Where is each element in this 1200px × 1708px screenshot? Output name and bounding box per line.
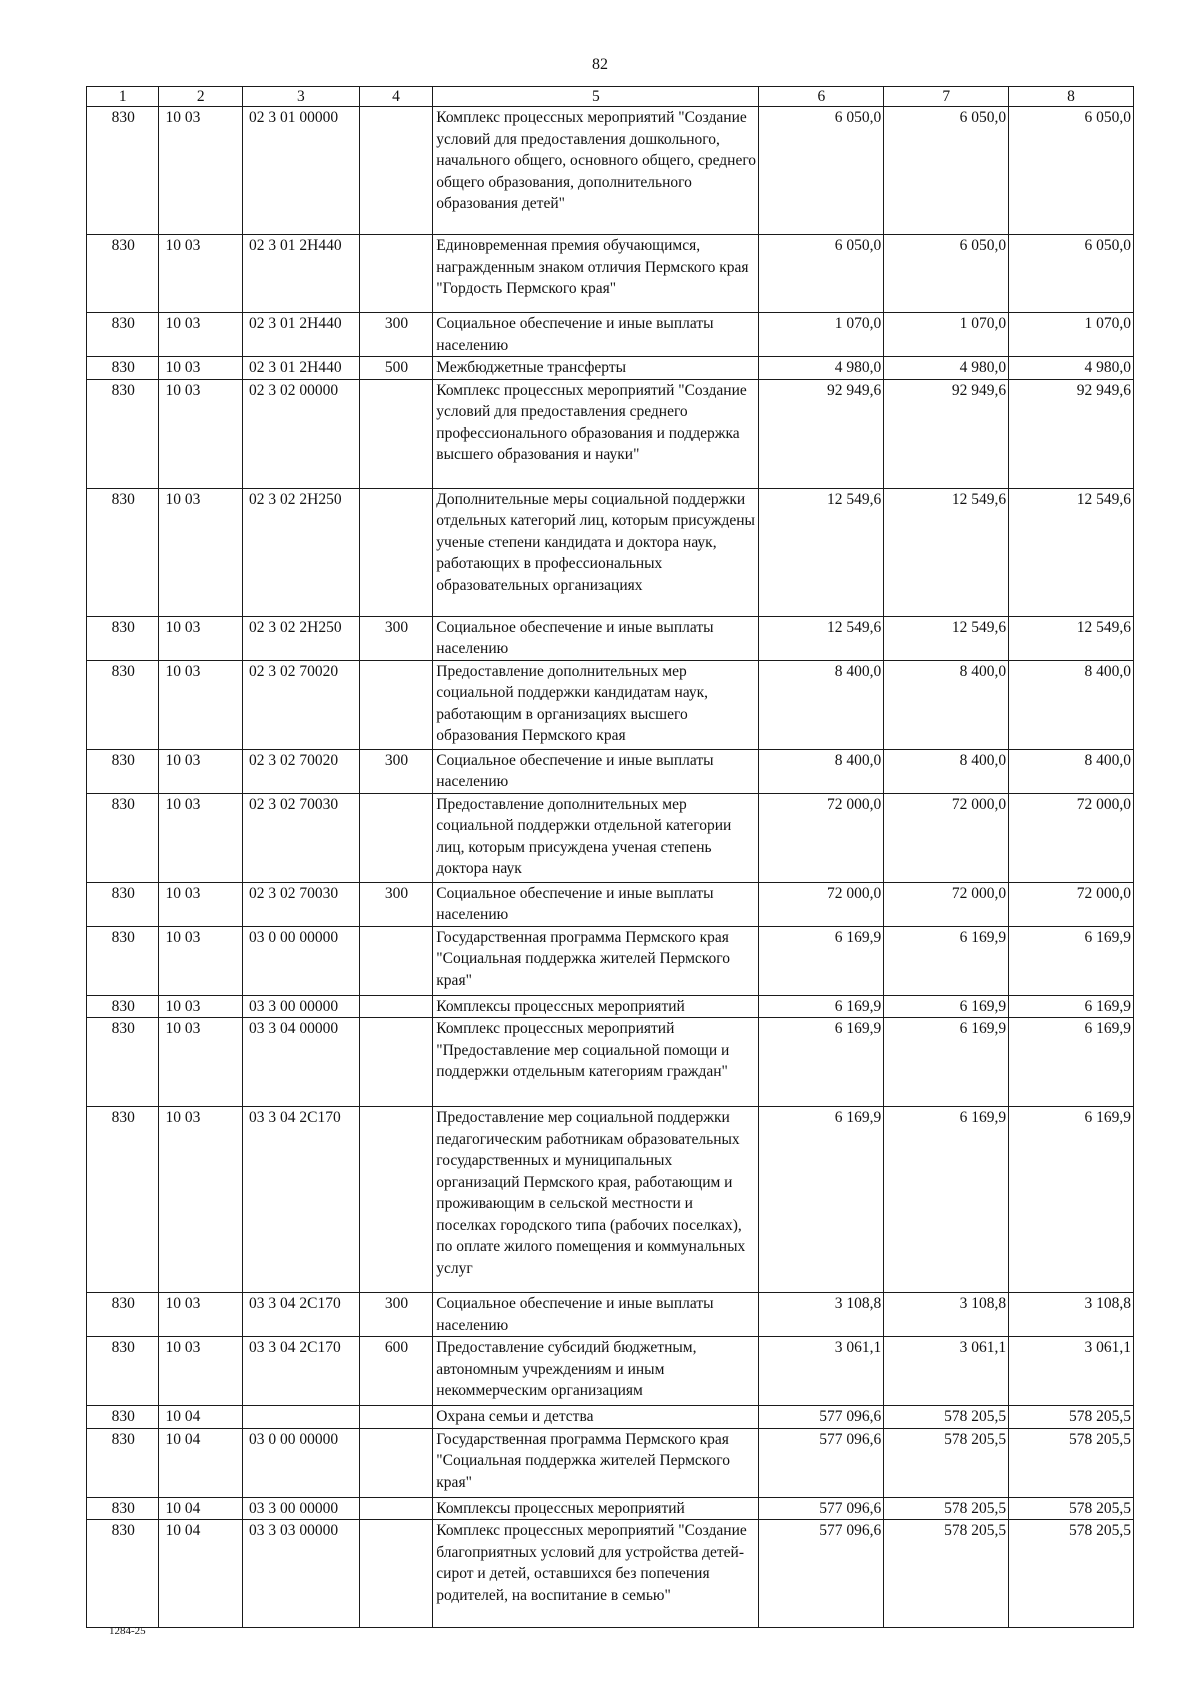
amount-col-7: 6 169,9 [884, 995, 1009, 1018]
ministry-code: 830 [87, 660, 159, 749]
header-cell: 3 [243, 87, 360, 107]
ministry-code: 830 [87, 107, 159, 235]
target-article-code: 03 0 00 00000 [243, 1428, 360, 1497]
amount-col-8: 3 108,8 [1009, 1293, 1134, 1337]
section-code: 10 03 [159, 379, 243, 488]
amount-col-6: 577 096,6 [759, 1428, 884, 1497]
table-row [87, 1497, 1134, 1520]
amount-col-7: 3 108,8 [884, 1293, 1009, 1337]
amount-col-7: 1 070,0 [884, 313, 1009, 357]
amount-col-7: 8 400,0 [884, 660, 1009, 749]
amount-col-8: 578 205,5 [1009, 1406, 1134, 1429]
expense-type-code [359, 926, 432, 995]
table-row [87, 1293, 1134, 1337]
section-code: 10 04 [159, 1406, 243, 1429]
header-cell: 1 [87, 87, 159, 107]
target-article-code: 03 3 04 2С170 [243, 1337, 360, 1406]
section-code: 10 03 [159, 793, 243, 882]
header-cell: 7 [884, 87, 1009, 107]
item-description: Государственная программа Пермского края "Социальная поддержка жителей Пермского края" [433, 1428, 759, 1497]
target-article-code: 02 3 02 70030 [243, 882, 360, 926]
amount-col-8: 3 061,1 [1009, 1337, 1134, 1406]
item-description: Предоставление субсидий бюджетным, автономным учреждениям и иным некоммерческим организациям [433, 1337, 759, 1406]
amount-col-7: 8 400,0 [884, 749, 1009, 793]
ministry-code: 830 [87, 313, 159, 357]
section-code: 10 03 [159, 1107, 243, 1293]
target-article-code: 02 3 01 2Н440 [243, 235, 360, 313]
budget-table [86, 86, 1134, 1628]
ministry-code: 830 [87, 882, 159, 926]
amount-col-7: 3 061,1 [884, 1337, 1009, 1406]
table-row [87, 1428, 1134, 1497]
amount-col-6: 577 096,6 [759, 1406, 884, 1429]
amount-col-8: 12 549,6 [1009, 488, 1134, 616]
target-article-code: 03 3 03 00000 [243, 1520, 360, 1628]
target-article-code: 02 3 02 2Н250 [243, 488, 360, 616]
amount-col-8: 6 050,0 [1009, 107, 1134, 235]
ministry-code: 830 [87, 1107, 159, 1293]
amount-col-7: 6 050,0 [884, 107, 1009, 235]
section-code: 10 03 [159, 235, 243, 313]
expense-type-code [359, 995, 432, 1018]
ministry-code: 830 [87, 1520, 159, 1628]
header-cell: 2 [159, 87, 243, 107]
table-row [87, 1406, 1134, 1429]
ministry-code: 830 [87, 488, 159, 616]
amount-col-6: 577 096,6 [759, 1497, 884, 1520]
amount-col-6: 6 050,0 [759, 107, 884, 235]
item-description: Предоставление дополнительных мер социальной поддержки кандидатам наук, работающим в организациях высшего образования Пермского края [433, 660, 759, 749]
item-description: Комплекс процессных мероприятий "Предоставление мер социальной помощи и поддержки отдельным категориям граждан" [433, 1018, 759, 1107]
table-row [87, 1337, 1134, 1406]
target-article-code: 03 3 00 00000 [243, 1497, 360, 1520]
ministry-code: 830 [87, 793, 159, 882]
item-description: Государственная программа Пермского края "Социальная поддержка жителей Пермского края" [433, 926, 759, 995]
item-description: Комплекс процессных мероприятий "Создание благоприятных условий для устройства детей-сирот и детей, оставшихся без попечения родителей, на воспитание в семью" [433, 1520, 759, 1628]
amount-col-6: 6 169,9 [759, 1018, 884, 1107]
amount-col-7: 72 000,0 [884, 882, 1009, 926]
amount-col-8: 6 169,9 [1009, 1018, 1134, 1107]
amount-col-6: 12 549,6 [759, 488, 884, 616]
target-article-code: 03 3 04 00000 [243, 1018, 360, 1107]
amount-col-8: 1 070,0 [1009, 313, 1134, 357]
item-description: Предоставление дополнительных мер социальной поддержки отдельной категории лиц, которым присуждена ученая степень доктора наук [433, 793, 759, 882]
table-row [87, 1018, 1134, 1107]
table-row [87, 488, 1134, 616]
amount-col-7: 6 050,0 [884, 235, 1009, 313]
amount-col-7: 72 000,0 [884, 793, 1009, 882]
amount-col-6: 1 070,0 [759, 313, 884, 357]
amount-col-6: 72 000,0 [759, 793, 884, 882]
header-cell: 8 [1009, 87, 1134, 107]
table-row [87, 313, 1134, 357]
table-row [87, 379, 1134, 488]
item-description: Социальное обеспечение и иные выплаты населению [433, 882, 759, 926]
table-row [87, 926, 1134, 995]
item-description: Предоставление мер социальной поддержки педагогическим работникам образовательных государственных и муниципальных организаций Пермского края, работающим и проживающим в сельской местности и поселках городского типа (рабочих поселках), по оплате жилого помещения и коммунальных услуг [433, 1107, 759, 1293]
expense-type-code [359, 1018, 432, 1107]
target-article-code: 02 3 01 00000 [243, 107, 360, 235]
target-article-code: 02 3 02 70020 [243, 660, 360, 749]
expense-type-code [359, 660, 432, 749]
amount-col-7: 12 549,6 [884, 488, 1009, 616]
ministry-code: 830 [87, 1018, 159, 1107]
document-code: 1284-25 [109, 1625, 146, 1637]
expense-type-code: 300 [359, 882, 432, 926]
item-description: Комплекс процессных мероприятий "Создание условий для предоставления среднего профессионального образования и поддержка высшего образования и науки" [433, 379, 759, 488]
ministry-code: 830 [87, 1293, 159, 1337]
amount-col-7: 578 205,5 [884, 1520, 1009, 1628]
amount-col-6: 8 400,0 [759, 660, 884, 749]
item-description: Дополнительные меры социальной поддержки отдельных категорий лиц, которым присуждены ученые степени кандидата и доктора наук, работающих в профессиональных образовательных организациях [433, 488, 759, 616]
amount-col-7: 92 949,6 [884, 379, 1009, 488]
item-description: Социальное обеспечение и иные выплаты населению [433, 1293, 759, 1337]
table-row [87, 357, 1134, 380]
section-code: 10 03 [159, 1337, 243, 1406]
section-code: 10 03 [159, 660, 243, 749]
section-code: 10 03 [159, 1018, 243, 1107]
amount-col-6: 4 980,0 [759, 357, 884, 380]
page-number: 82 [592, 56, 608, 73]
amount-col-7: 4 980,0 [884, 357, 1009, 380]
section-code: 10 03 [159, 749, 243, 793]
table-row [87, 235, 1134, 313]
amount-col-8: 578 205,5 [1009, 1497, 1134, 1520]
table-row [87, 1520, 1134, 1628]
header-cell: 5 [433, 87, 759, 107]
amount-col-6: 3 061,1 [759, 1337, 884, 1406]
expense-type-code [359, 379, 432, 488]
section-code: 10 04 [159, 1497, 243, 1520]
amount-col-6: 6 169,9 [759, 995, 884, 1018]
amount-col-8: 6 169,9 [1009, 926, 1134, 995]
ministry-code: 830 [87, 1497, 159, 1520]
ministry-code: 830 [87, 749, 159, 793]
target-article-code: 02 3 02 2Н250 [243, 616, 360, 660]
expense-type-code: 500 [359, 357, 432, 380]
target-article-code [243, 1406, 360, 1429]
section-code: 10 04 [159, 1520, 243, 1628]
section-code: 10 03 [159, 995, 243, 1018]
amount-col-8: 72 000,0 [1009, 882, 1134, 926]
table-row [87, 995, 1134, 1018]
amount-col-8: 4 980,0 [1009, 357, 1134, 380]
target-article-code: 03 3 00 00000 [243, 995, 360, 1018]
section-code: 10 03 [159, 313, 243, 357]
amount-col-6: 6 050,0 [759, 235, 884, 313]
expense-type-code [359, 1107, 432, 1293]
target-article-code: 03 3 04 2С170 [243, 1107, 360, 1293]
amount-col-7: 6 169,9 [884, 1018, 1009, 1107]
amount-col-6: 6 169,9 [759, 1107, 884, 1293]
section-code: 10 03 [159, 107, 243, 235]
amount-col-8: 578 205,5 [1009, 1520, 1134, 1628]
table-row [87, 749, 1134, 793]
ministry-code: 830 [87, 1406, 159, 1429]
amount-col-8: 8 400,0 [1009, 660, 1134, 749]
ministry-code: 830 [87, 616, 159, 660]
amount-col-7: 6 169,9 [884, 1107, 1009, 1293]
item-description: Единовременная премия обучающимся, награжденным знаком отличия Пермского края "Гордость Пермского края" [433, 235, 759, 313]
ministry-code: 830 [87, 926, 159, 995]
amount-col-8: 12 549,6 [1009, 616, 1134, 660]
amount-col-6: 3 108,8 [759, 1293, 884, 1337]
ministry-code: 830 [87, 357, 159, 380]
expense-type-code [359, 1497, 432, 1520]
amount-col-7: 578 205,5 [884, 1497, 1009, 1520]
amount-col-8: 6 169,9 [1009, 995, 1134, 1018]
expense-type-code [359, 1520, 432, 1628]
section-code: 10 03 [159, 1293, 243, 1337]
header-cell: 4 [359, 87, 432, 107]
amount-col-6: 8 400,0 [759, 749, 884, 793]
expense-type-code: 300 [359, 616, 432, 660]
target-article-code: 02 3 02 00000 [243, 379, 360, 488]
target-article-code: 03 3 04 2С170 [243, 1293, 360, 1337]
expense-type-code [359, 488, 432, 616]
amount-col-8: 72 000,0 [1009, 793, 1134, 882]
expense-type-code: 300 [359, 749, 432, 793]
target-article-code: 02 3 02 70020 [243, 749, 360, 793]
amount-col-8: 578 205,5 [1009, 1428, 1134, 1497]
amount-col-8: 6 050,0 [1009, 235, 1134, 313]
expense-type-code: 600 [359, 1337, 432, 1406]
ministry-code: 830 [87, 995, 159, 1018]
target-article-code: 03 0 00 00000 [243, 926, 360, 995]
expense-type-code: 300 [359, 1293, 432, 1337]
target-article-code: 02 3 01 2Н440 [243, 357, 360, 380]
section-code: 10 03 [159, 882, 243, 926]
amount-col-8: 92 949,6 [1009, 379, 1134, 488]
ministry-code: 830 [87, 1337, 159, 1406]
amount-col-8: 6 169,9 [1009, 1107, 1134, 1293]
header-cell: 6 [759, 87, 884, 107]
amount-col-6: 6 169,9 [759, 926, 884, 995]
section-code: 10 03 [159, 926, 243, 995]
target-article-code: 02 3 01 2Н440 [243, 313, 360, 357]
target-article-code: 02 3 02 70030 [243, 793, 360, 882]
expense-type-code [359, 1406, 432, 1429]
expense-type-code [359, 107, 432, 235]
table-row [87, 1107, 1134, 1293]
table-row [87, 882, 1134, 926]
item-description: Комплекс процессных мероприятий "Создание условий для предоставления дошкольного, начального общего, основного общего, среднего общего образования, дополнительного образования детей" [433, 107, 759, 235]
section-code: 10 04 [159, 1428, 243, 1497]
item-description: Комплексы процессных мероприятий [433, 1497, 759, 1520]
ministry-code: 830 [87, 1428, 159, 1497]
header-row [87, 87, 1134, 107]
section-code: 10 03 [159, 357, 243, 380]
amount-col-6: 72 000,0 [759, 882, 884, 926]
amount-col-6: 92 949,6 [759, 379, 884, 488]
expense-type-code [359, 793, 432, 882]
table-row [87, 793, 1134, 882]
item-description: Межбюджетные трансферты [433, 357, 759, 380]
amount-col-7: 578 205,5 [884, 1406, 1009, 1429]
item-description: Социальное обеспечение и иные выплаты населению [433, 313, 759, 357]
amount-col-7: 578 205,5 [884, 1428, 1009, 1497]
item-description: Охрана семьи и детства [433, 1406, 759, 1429]
table-row [87, 616, 1134, 660]
amount-col-8: 8 400,0 [1009, 749, 1134, 793]
table-row [87, 107, 1134, 235]
amount-col-6: 12 549,6 [759, 616, 884, 660]
expense-type-code [359, 1428, 432, 1497]
ministry-code: 830 [87, 235, 159, 313]
ministry-code: 830 [87, 379, 159, 488]
item-description: Комплексы процессных мероприятий [433, 995, 759, 1018]
section-code: 10 03 [159, 488, 243, 616]
expense-type-code: 300 [359, 313, 432, 357]
table-row [87, 660, 1134, 749]
amount-col-6: 577 096,6 [759, 1520, 884, 1628]
amount-col-7: 6 169,9 [884, 926, 1009, 995]
item-description: Социальное обеспечение и иные выплаты населению [433, 616, 759, 660]
expense-type-code [359, 235, 432, 313]
amount-col-7: 12 549,6 [884, 616, 1009, 660]
section-code: 10 03 [159, 616, 243, 660]
item-description: Социальное обеспечение и иные выплаты населению [433, 749, 759, 793]
